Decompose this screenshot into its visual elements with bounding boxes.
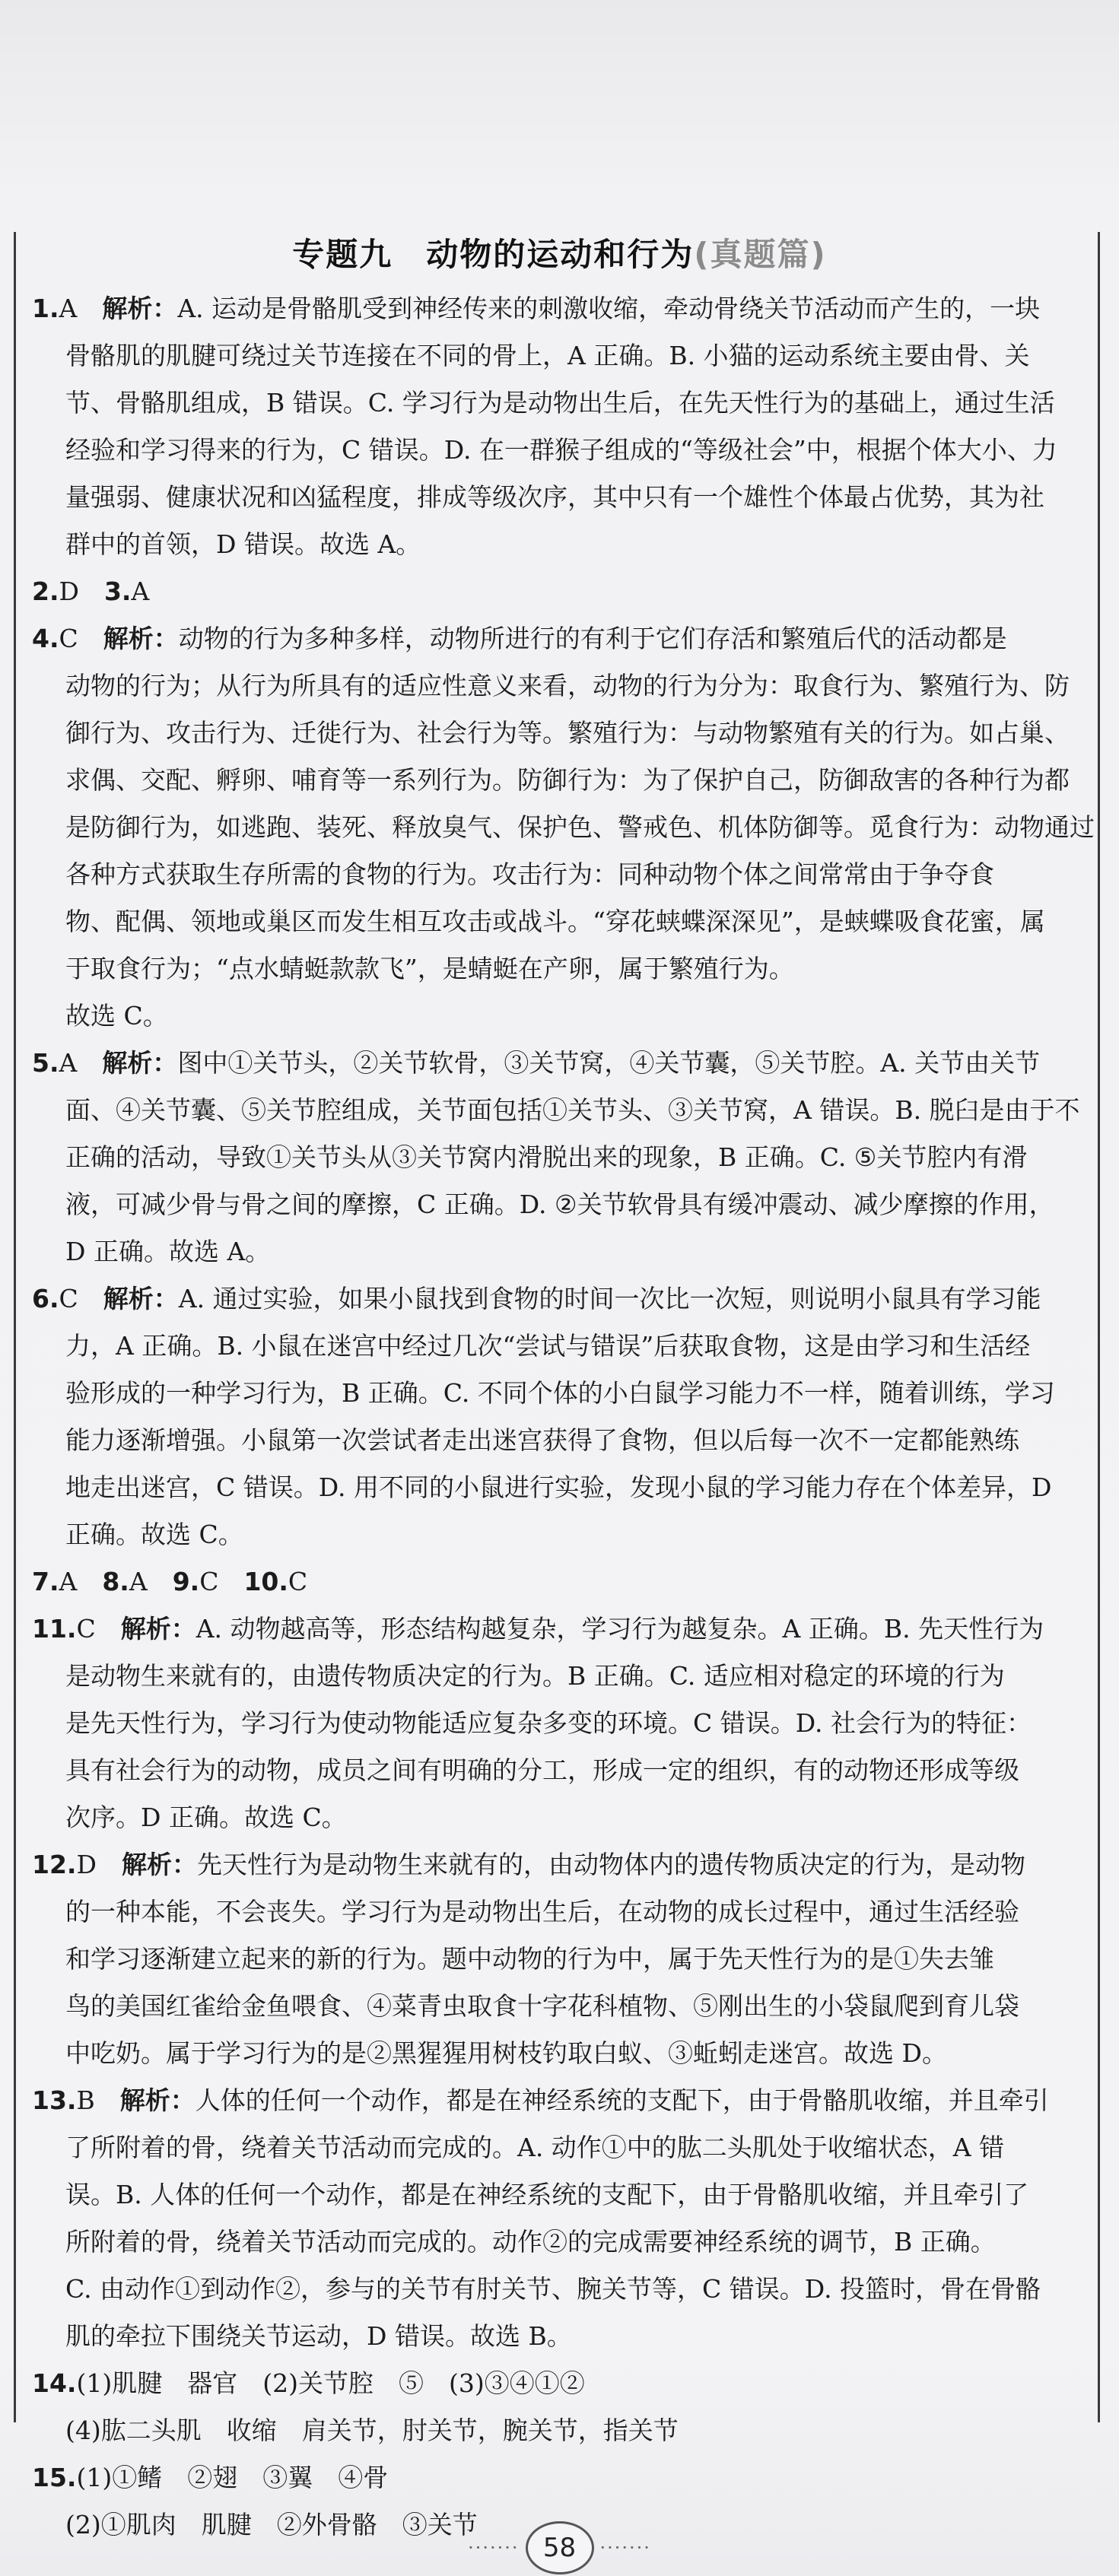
answer-item-5 (32, 1040, 1093, 1275)
item-text-line: (4)肱二头肌 收缩 肩关节，肘关节，腕关节，指关节 (65, 2416, 679, 2445)
item-text-line: 节、骨骼肌组成，B 错误。C. 学习行为是动物出生后，在先天性行为的基础上，通过生活 (65, 388, 1055, 418)
item-text-line: 力，A 正确。B. 小鼠在迷宫中经过几次“尝试与错误”后获取食物，这是由学习和生活经 (65, 1331, 1031, 1361)
item-text-line: 正确。故选 C。 (65, 1520, 243, 1549)
item-number: 4. (32, 624, 59, 653)
item-text-line: 能力逐渐增强。小鼠第一次尝试者走出迷宫获得了食物，但以后每一次不一定都能熟练 (65, 1425, 1019, 1455)
item-text-line: 是动物生来就有的，由遗传物质决定的行为。B 正确。C. 适应相对稳定的环境的行为 (65, 1661, 1005, 1691)
item-number: 14. (32, 2368, 77, 2398)
item-number: 1. (32, 294, 59, 323)
item-answer: A (59, 1048, 78, 1078)
item-answer: C (76, 1614, 96, 1644)
item-answer: A (129, 1567, 148, 1596)
item-text-line: 的一种本能，不会丧失。学习行为是动物出生后，在动物的成长过程中，通过生活经验 (65, 1897, 1019, 1926)
item-number: 12. (32, 1850, 77, 1879)
item-text-line: 动物的行为；从行为所具有的适应性意义来看，动物的行为分为：取食行为、繁殖行为、防 (65, 671, 1070, 700)
item-answer: B (76, 2085, 95, 2115)
item-text-line: 人体的任何一个动作，都是在神经系统的支配下，由于骨骼肌收缩，并且牵引 (195, 2085, 1049, 2115)
item-text-line: 了所附着的骨，绕着关节活动而完成的。A. 动作①中的肱二头肌处于收缩状态，A 错 (65, 2133, 1005, 2162)
item-number: 8. (102, 1567, 129, 1596)
item-text-line: 具有社会行为的动物，成员之间有明确的分工，形成一定的组织，有的动物还形成等级 (65, 1755, 1019, 1785)
analysis-label: 解析： (120, 1614, 196, 1644)
item-text-line: 骨骼肌的肌腱可绕过关节连接在不同的骨上，A 正确。B. 小猫的运动系统主要由骨、关 (65, 341, 1030, 370)
answer-item-4 (32, 615, 1093, 1040)
item-text-line: 中吃奶。属于学习行为的是②黑猩猩用树枝钓取白蚁、③蚯蚓走迷宫。故选 D。 (65, 2038, 947, 2068)
item-text-line: 验形成的一种学习行为，B 正确。C. 不同个体的小白鼠学习能力不一样，随着训练，学习 (65, 1378, 1055, 1408)
item-text-line: 面、④关节囊、⑤关节腔组成，关节面包括①关节头、③关节窝，A 错误。B. 脱臼是由于不 (65, 1095, 1080, 1125)
item-text-line: 地走出迷宫，C 错误。D. 用不同的小鼠进行实验，发现小鼠的学习能力存在个体差异，D (65, 1472, 1052, 1502)
item-number: 15. (32, 2463, 77, 2492)
item-text-line: 求偶、交配、孵卵、哺育等一系列行为。防御行为：为了保护自己，防御敌害的各种行为都 (65, 765, 1070, 795)
answer-item-7-10 (32, 1558, 1093, 1606)
item-text-line: (1)①鳍 ②翅 ③翼 ④骨 (76, 2463, 389, 2492)
page-footer (0, 2521, 1119, 2574)
item-answer: A (59, 294, 78, 323)
analysis-label: 解析： (102, 1048, 178, 1078)
item-text-line: 是防御行为，如逃跑、装死、释放臭气、保护色、警戒色、机体防御等。觅食行为：动物通过 (65, 812, 1095, 842)
analysis-label: 解析： (102, 294, 178, 323)
item-text-line: A. 动物越高等，形态结构越复杂，学习行为越复杂。A 正确。B. 先天性行为 (196, 1614, 1044, 1644)
item-number: 2. (32, 577, 59, 606)
item-text-line: A. 运动是骨骼肌受到神经传来的刺激收缩，牵动骨绕关节活动而产生的，一块 (177, 294, 1041, 323)
footer-ornament-right: ······· (599, 2537, 651, 2559)
item-text-line: 各种方式获取生存所需的食物的行为。攻击行为：同种动物个体之间常常由于争夺食 (65, 859, 994, 889)
item-number: 9. (172, 1567, 200, 1596)
item-number: 5. (32, 1048, 59, 1078)
item-text-line: 先天性行为是动物生来就有的，由动物体内的遗传物质决定的行为，是动物 (196, 1850, 1025, 1879)
item-text-line: (1)肌腱 器官 (2)关节腔 ⑤ (3)③④①② (76, 2368, 585, 2398)
item-answer: C (288, 1567, 308, 1596)
item-text-line: 群中的首领，D 错误。故选 A。 (65, 529, 421, 559)
item-text-line: 故选 C。 (65, 1001, 168, 1031)
analysis-label: 解析： (119, 2085, 196, 2115)
item-text-line: A. 通过实验，如果小鼠找到食物的时间一次比一次短，则说明小鼠具有学习能 (178, 1284, 1041, 1313)
analysis-label: 解析： (103, 624, 179, 653)
item-text-line: 和学习逐渐建立起来的新的行为。题中动物的行为中，属于先天性行为的是①失去雏 (65, 1944, 994, 1974)
answer-item-2-3 (32, 568, 1093, 615)
page-title (0, 230, 1119, 275)
analysis-label: 解析： (103, 1284, 179, 1313)
item-text-line: 于取食行为；“点水蜻蜓款款飞”，是蜻蜓在产卵，属于繁殖行为。 (65, 954, 794, 983)
item-text-line: 液，可减少骨与骨之间的摩擦，C 正确。D. ②关节软骨具有缓冲震动、减少摩擦的作用， (65, 1190, 1054, 1219)
answer-item-1 (32, 285, 1093, 568)
answer-item-14 (32, 2360, 1093, 2454)
item-answer: A (59, 1567, 78, 1596)
answer-item-12 (32, 1841, 1093, 2077)
analysis-label: 解析： (121, 1850, 197, 1879)
item-text-line: 物、配偶、领地或巢区而发生相互攻击或战斗。“穿花蛱蝶深深见”，是蛱蝶吸食花蜜，属 (65, 907, 1045, 936)
right-border-rule (1098, 232, 1100, 2422)
answer-content (32, 285, 1093, 2549)
item-text-line: C. 由动作①到动作②，参与的关节有肘关节、腕关节等，C 错误。D. 投篮时，骨在骨骼 (65, 2274, 1041, 2304)
title-tag: (真题篇) (694, 236, 827, 273)
item-number: 11. (32, 1614, 77, 1644)
item-number: 6. (32, 1284, 59, 1313)
item-answer: C (199, 1567, 219, 1596)
item-text-line: (2)①肌肉 肌腱 ②外骨骼 ③关节 (65, 2510, 478, 2539)
answer-item-11 (32, 1606, 1093, 1841)
item-answer: C (59, 1284, 78, 1313)
answer-item-13 (32, 2077, 1093, 2360)
item-number: 10. (243, 1567, 288, 1596)
item-answer: A (131, 577, 150, 606)
item-text-line: 图中①关节头，②关节软骨，③关节窝，④关节囊，⑤关节腔。A. 关节由关节 (177, 1048, 1041, 1078)
item-answer: D (59, 577, 79, 606)
item-number: 13. (32, 2085, 77, 2115)
item-text-line: D 正确。故选 A。 (65, 1237, 271, 1266)
item-number: 3. (103, 577, 132, 606)
item-text-line: 经验和学习得来的行为，C 错误。D. 在一群猴子组成的“等级社会”中，根据个体大小、力 (65, 435, 1057, 465)
item-text-line: 误。B. 人体的任何一个动作，都是在神经系统的支配下，由于骨骼肌收缩，并且牵引了 (65, 2180, 1029, 2209)
item-text-line: 所附着的骨，绕着关节活动而完成的。动作②的完成需要神经系统的调节，B 正确。 (65, 2227, 996, 2257)
item-text-line: 次序。D 正确。故选 C。 (65, 1803, 347, 1832)
item-answer: D (76, 1850, 97, 1879)
item-text-line: 量强弱、健康状况和凶猛程度，排成等级次序，其中只有一个雄性个体最占优势，其为社 (65, 482, 1044, 512)
item-answer: C (59, 624, 78, 653)
title-main: 专题九 动物的运动和行为 (292, 236, 695, 273)
item-text-line: 肌的牵拉下围绕关节运动，D 错误。故选 B。 (65, 2321, 572, 2351)
page-number: 58 (526, 2521, 594, 2574)
left-border-rule (14, 232, 16, 2422)
item-number: 7. (32, 1567, 59, 1596)
footer-ornament-left: ······· (468, 2537, 520, 2559)
answer-item-6 (32, 1275, 1093, 1558)
item-text-line: 动物的行为多种多样，动物所进行的有利于它们存活和繁殖后代的活动都是 (178, 624, 1007, 653)
item-text-line: 鸟的美国红雀给金鱼喂食、④菜青虫取食十字花科植物、⑤刚出生的小袋鼠爬到育儿袋 (65, 1991, 1019, 2021)
item-text-line: 是先天性行为，学习行为使动物能适应复杂多变的环境。C 错误。D. 社会行为的特征： (65, 1708, 1032, 1738)
item-text-line: 正确的活动，导致①关节头从③关节窝内滑脱出来的现象，B 正确。C. ⑤关节腔内有滑 (65, 1142, 1028, 1172)
item-text-line: 御行为、攻击行为、迁徙行为、社会行为等。繁殖行为：与动物繁殖有关的行为。如占巢、 (65, 718, 1070, 748)
